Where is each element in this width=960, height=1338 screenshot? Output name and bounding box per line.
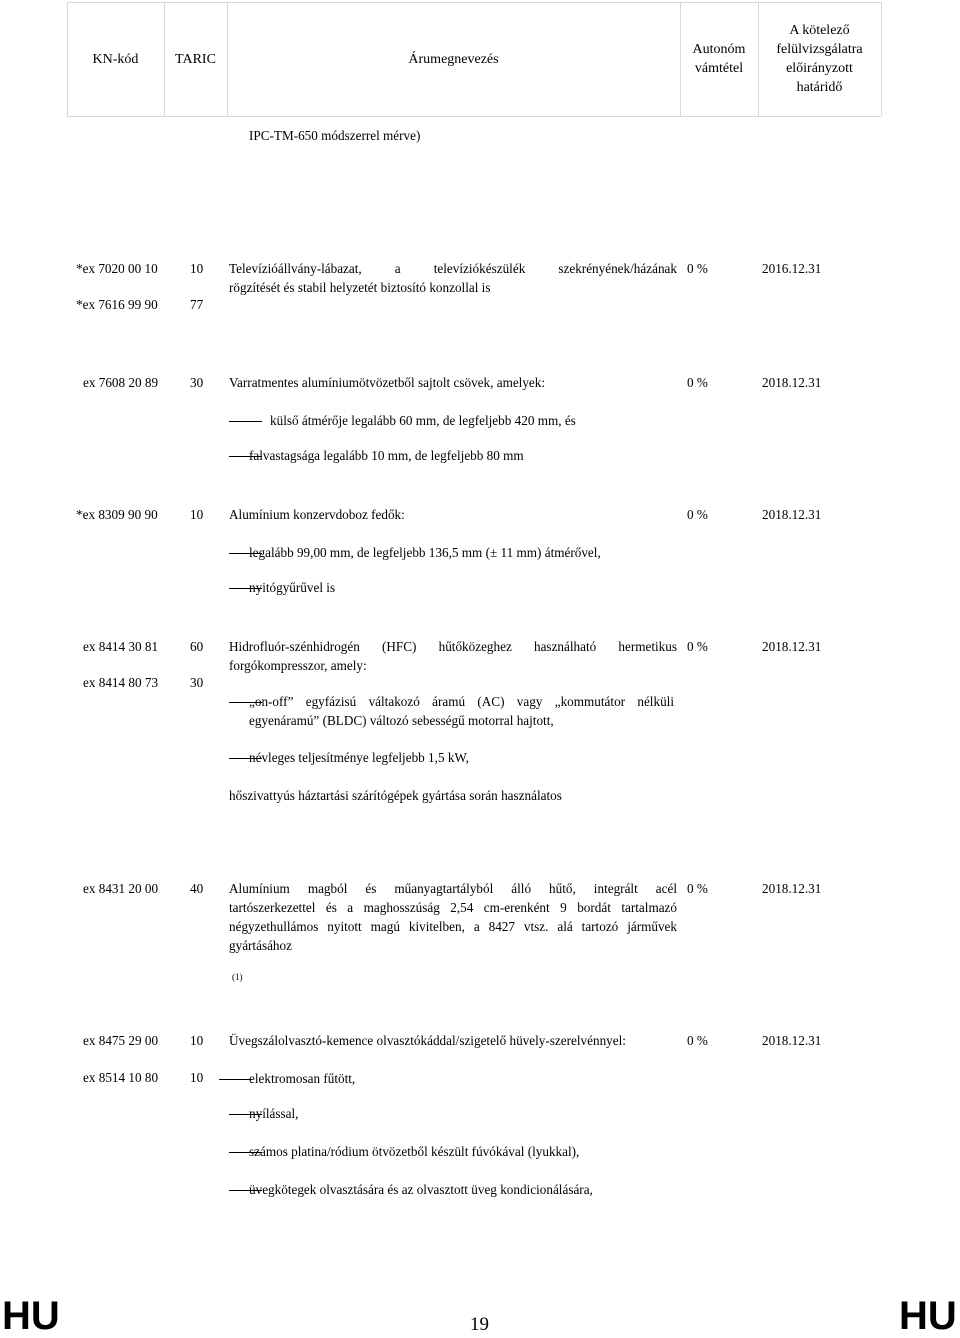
description: Hidrofluór-szénhidrogén (HFC) hűtőközeghez használható hermetikus: [229, 639, 677, 654]
kn-code: ex 7608 20 89: [83, 375, 159, 390]
kn-code: *ex 8309 90 90: [76, 507, 158, 522]
header-autonom-vamtetel: [680, 2, 758, 116]
header-hatarido-line: A kötelező: [789, 23, 850, 38]
header-autonom-line: vámtétel: [694, 61, 744, 76]
deadline-date: 2016.12.31: [762, 261, 822, 276]
description: tartószerkezettel és a maghosszúság 2,54 cm-erenként 9 bordát tartalmazó: [229, 900, 677, 915]
kn-code: ex 8431 20 00: [83, 881, 159, 896]
deadline-date: 2018.12.31: [762, 507, 822, 522]
kn-code: ex 8475 29 00: [83, 1033, 159, 1048]
language-code-left: HU: [2, 1294, 60, 1338]
taric-code: 30: [190, 375, 204, 390]
dash-item: legalább 99,00 mm, de legfeljebb 136,5 mm (± 11 mm) átmérővel,: [249, 545, 601, 560]
duty-rate: 0 %: [687, 1033, 708, 1048]
taric-code: 10: [190, 1070, 204, 1085]
header-kn-kod: KN-kód: [92, 51, 139, 67]
duty-rate: 0 %: [687, 881, 708, 896]
dash-item: üvegkötegek olvasztására és az olvasztott üveg kondicionálására,: [249, 1182, 593, 1197]
deadline-date: 2018.12.31: [762, 375, 822, 390]
duty-rate: 0 %: [687, 639, 708, 654]
taric-code: 77: [190, 297, 204, 312]
header-arumegnevezes: Árumegnevezés: [408, 51, 499, 67]
dash-item: egyenáramú” (BLDC) változó sebességű motorral hajtott,: [249, 713, 554, 728]
description: Üvegszálolvasztó-kemence olvasztókáddal/szigetelő hüvely-szerelvénnyel:: [229, 1033, 626, 1048]
description: Varratmentes alumíniumötvözetből sajtolt csövek, amelyek:: [229, 375, 546, 390]
deadline-date: 2018.12.31: [762, 1033, 822, 1048]
taric-code: 10: [190, 507, 204, 522]
header-hatarido-line: előirányzott: [786, 61, 853, 76]
header-hatarido-line: felülvizsgálatra: [776, 42, 863, 57]
language-code-right: HU: [899, 1294, 957, 1338]
dash-item: számos platina/ródium ötvözetből készült fúvókával (lyukkal),: [249, 1144, 580, 1159]
footnote-marker: (1): [232, 972, 243, 982]
em-dash: [219, 1079, 252, 1080]
intro-text: IPC-TM-650 módszerrel mérve): [249, 128, 421, 143]
kn-code: ex 8414 80 73: [83, 675, 159, 690]
description: Alumínium konzervdoboz fedők:: [229, 507, 405, 522]
dash-item: nyílással,: [249, 1106, 299, 1121]
description: gyártásához: [229, 938, 292, 953]
header-divider: [881, 2, 882, 116]
header-autonom-line: Autonóm: [692, 42, 746, 57]
taric-code: 60: [190, 639, 204, 654]
dash-item: „on-off” egyfázisú váltakozó áramú (AC) vagy „kommutátor nélküli: [249, 694, 674, 709]
deadline-date: 2018.12.31: [762, 639, 822, 654]
kn-code: *ex 7616 99 90: [76, 297, 158, 312]
taric-code: 10: [190, 261, 204, 276]
duty-rate: 0 %: [687, 375, 708, 390]
dash-item: külső átmérője legalább 60 mm, de legfeljebb 420 mm, és: [270, 413, 576, 428]
description: Televízióállvány-lábazat, a televíziókészülék szekrényének/házának: [229, 261, 677, 276]
kn-code: ex 8514 10 80: [83, 1070, 159, 1085]
page-number: 19: [470, 1314, 489, 1335]
description: négyzethullámos nyitott magú kivitelben, a 8427 vtsz. alá tartozó járművek: [229, 919, 677, 934]
dash-item: falvastagsága legalább 10 mm, de legfeljebb 80 mm: [249, 448, 524, 463]
header-taric: TARIC: [175, 51, 216, 67]
kn-code: *ex 7020 00 10: [76, 261, 158, 276]
description: rögzítését és stabil helyzetét biztosító konzollal is: [229, 280, 491, 295]
description: forgókompresszor, amely:: [229, 658, 367, 673]
header-bottom-rule: [67, 116, 881, 117]
header-hatarido-line: határidő: [796, 80, 843, 95]
duty-rate: 0 %: [687, 261, 708, 276]
dash-item: elektromosan fűtött,: [249, 1071, 356, 1086]
description: Alumínium magból és műanyagtartályból álló hűtő, integrált acél: [229, 881, 677, 896]
taric-code: 10: [190, 1033, 204, 1048]
duty-rate: 0 %: [687, 507, 708, 522]
em-dash: [229, 421, 262, 422]
dash-item: nyitógyűrűvel is: [249, 580, 336, 595]
taric-code: 40: [190, 881, 204, 896]
description-tail: hőszivattyús háztartási szárítógépek gyártása során használatos: [229, 788, 562, 803]
header-hatarido: [758, 2, 881, 116]
taric-code: 30: [190, 675, 204, 690]
kn-code: ex 8414 30 81: [83, 639, 159, 654]
dash-item: névleges teljesítménye legfeljebb 1,5 kW,: [249, 750, 469, 765]
deadline-date: 2018.12.31: [762, 881, 822, 896]
